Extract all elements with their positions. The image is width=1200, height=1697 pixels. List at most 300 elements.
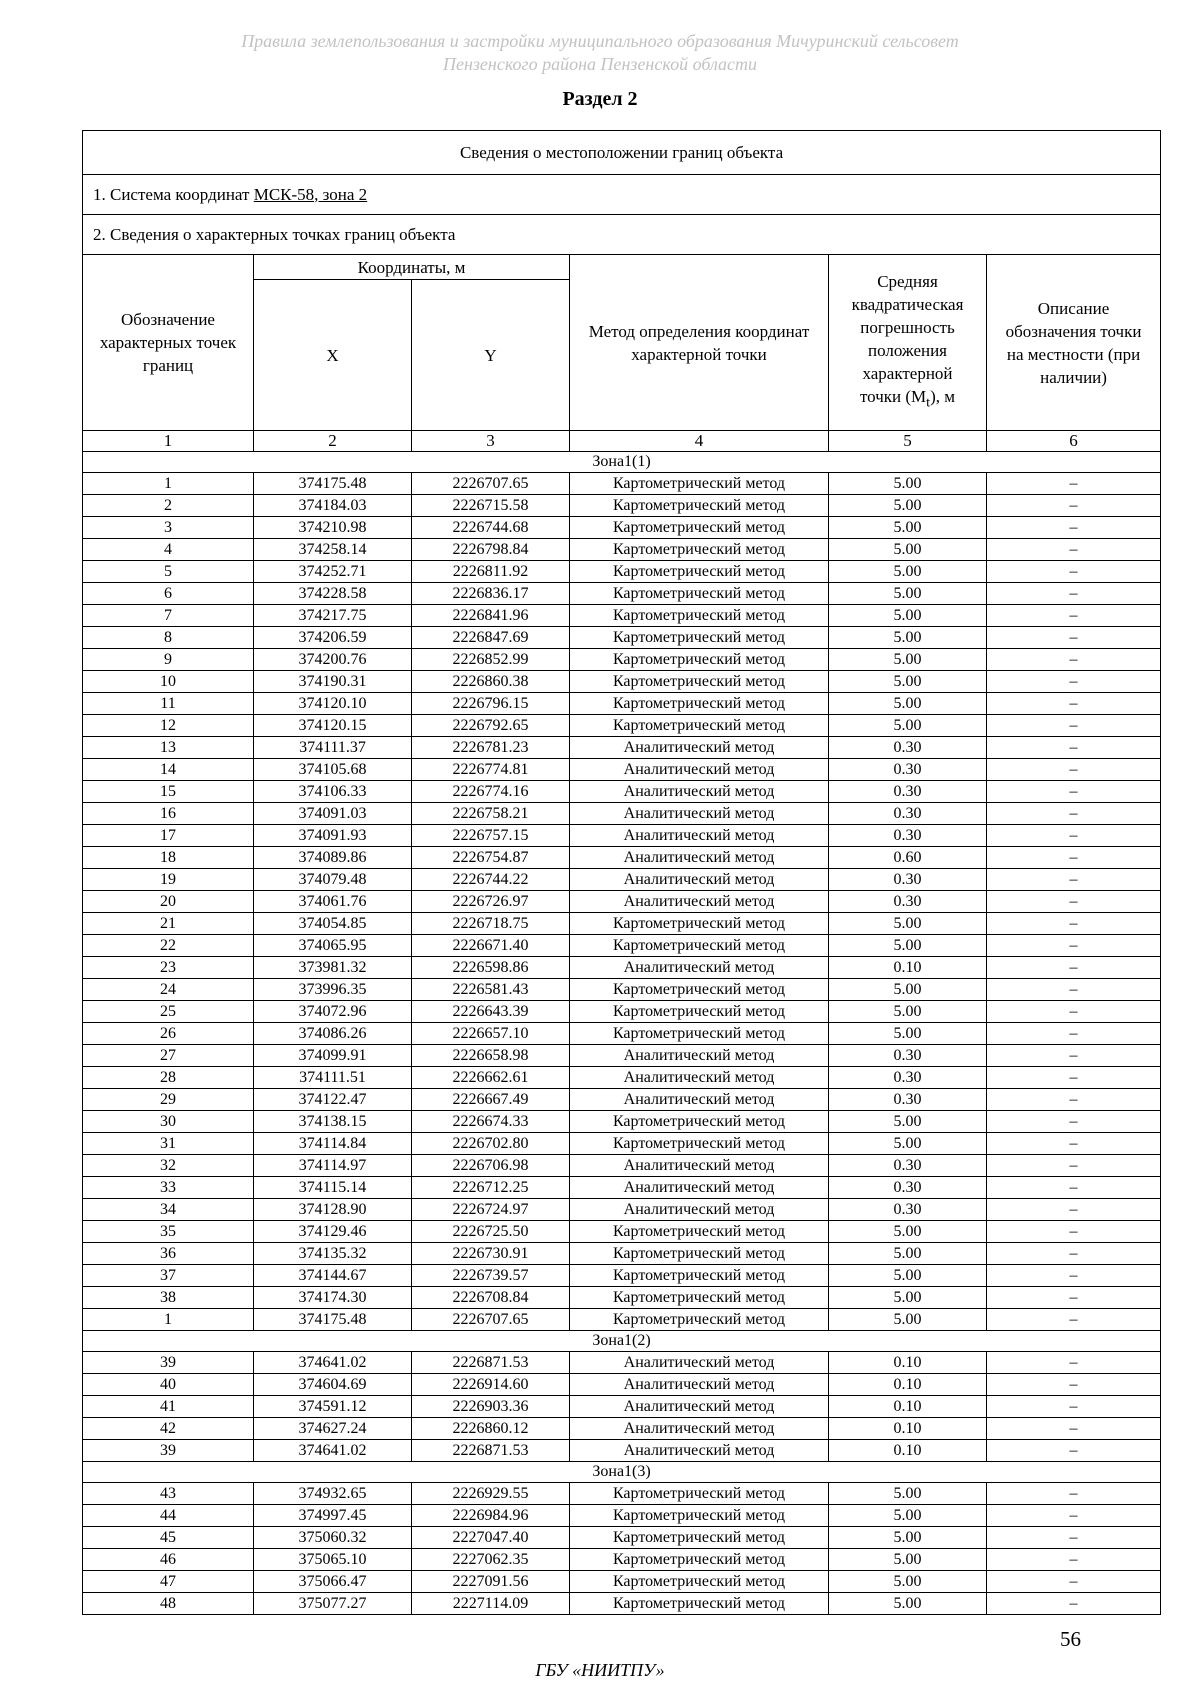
- point-method: Аналитический метод: [570, 1352, 829, 1374]
- table-row: [83, 1549, 1161, 1571]
- point-y: 2226707.65: [412, 1309, 570, 1331]
- section-title: Раздел 2: [562, 88, 638, 110]
- point-method: Аналитический метод: [570, 803, 829, 825]
- point-error: 5.00: [829, 671, 987, 693]
- table-row: [83, 1199, 1161, 1221]
- point-error: 0.10: [829, 1418, 987, 1440]
- coordinate-system-value: МСК-58, зона 2: [253, 184, 368, 204]
- point-description: –: [987, 495, 1161, 517]
- point-description: –: [987, 1133, 1161, 1155]
- point-method: Картометрический метод: [570, 1265, 829, 1287]
- point-description: –: [987, 825, 1161, 847]
- table-row: [83, 891, 1161, 913]
- point-x: 374111.51: [254, 1067, 412, 1089]
- table-row: [83, 1374, 1161, 1396]
- point-error: 5.00: [829, 517, 987, 539]
- point-method: Картометрический метод: [570, 1287, 829, 1309]
- point-id: 4: [83, 539, 254, 561]
- zone-name: Зона1(2): [83, 1331, 1161, 1352]
- point-error: 0.10: [829, 1440, 987, 1462]
- point-x: 374997.45: [254, 1505, 412, 1527]
- point-y: 2226860.38: [412, 671, 570, 693]
- point-description: –: [987, 847, 1161, 869]
- point-description: –: [987, 1505, 1161, 1527]
- point-error: 0.10: [829, 957, 987, 979]
- table-row: [83, 1023, 1161, 1045]
- coordinate-system-row: [83, 175, 1161, 215]
- point-y: 2226598.86: [412, 957, 570, 979]
- point-error: 5.00: [829, 1593, 987, 1615]
- point-method: Аналитический метод: [570, 1374, 829, 1396]
- point-method: Картометрический метод: [570, 561, 829, 583]
- point-x: 374114.84: [254, 1133, 412, 1155]
- column-number: 3: [412, 431, 570, 452]
- point-error: 5.00: [829, 1483, 987, 1505]
- point-id: 16: [83, 803, 254, 825]
- point-x: 374086.26: [254, 1023, 412, 1045]
- point-x: 374072.96: [254, 1001, 412, 1023]
- point-x: 374604.69: [254, 1374, 412, 1396]
- point-description: –: [987, 1199, 1161, 1221]
- point-method: Аналитический метод: [570, 1155, 829, 1177]
- table-row: [83, 1505, 1161, 1527]
- point-id: 21: [83, 913, 254, 935]
- point-id: 7: [83, 605, 254, 627]
- point-error: 5.00: [829, 913, 987, 935]
- point-description: –: [987, 1352, 1161, 1374]
- table-row: [83, 627, 1161, 649]
- point-description: –: [987, 1440, 1161, 1462]
- point-description: –: [987, 1001, 1161, 1023]
- point-description: –: [987, 759, 1161, 781]
- point-y: 2226730.91: [412, 1243, 570, 1265]
- point-description: –: [987, 891, 1161, 913]
- point-y: 2227091.56: [412, 1571, 570, 1593]
- point-error: 5.00: [829, 605, 987, 627]
- table-row: [83, 913, 1161, 935]
- point-method: Картометрический метод: [570, 715, 829, 737]
- point-id: 23: [83, 957, 254, 979]
- point-id: 14: [83, 759, 254, 781]
- point-error: 5.00: [829, 1309, 987, 1331]
- point-description: –: [987, 1111, 1161, 1133]
- point-method: Картометрический метод: [570, 1133, 829, 1155]
- table-row: [83, 803, 1161, 825]
- point-y: 2226841.96: [412, 605, 570, 627]
- point-id: 44: [83, 1505, 254, 1527]
- points-heading: 2. Сведения о характерных точках границ объекта: [83, 215, 1161, 255]
- table-row: [83, 649, 1161, 671]
- boundary-points-table: [82, 130, 1161, 1615]
- point-description: –: [987, 869, 1161, 891]
- point-y: 2226758.21: [412, 803, 570, 825]
- table-row: [83, 869, 1161, 891]
- point-y: 2226847.69: [412, 627, 570, 649]
- point-y: 2226984.96: [412, 1505, 570, 1527]
- point-x: 374252.71: [254, 561, 412, 583]
- table-row: [83, 1287, 1161, 1309]
- point-id: 17: [83, 825, 254, 847]
- point-method: Картометрический метод: [570, 1309, 829, 1331]
- point-description: –: [987, 539, 1161, 561]
- header-x: X: [254, 280, 412, 431]
- point-error: 0.30: [829, 1089, 987, 1111]
- point-error: 5.00: [829, 473, 987, 495]
- point-y: 2226715.58: [412, 495, 570, 517]
- point-description: –: [987, 693, 1161, 715]
- point-description: –: [987, 1177, 1161, 1199]
- table-row: [83, 1265, 1161, 1287]
- point-method: Аналитический метод: [570, 1177, 829, 1199]
- header-coordinates: Координаты, м: [254, 255, 570, 280]
- point-error: 5.00: [829, 1571, 987, 1593]
- header-error-sub: t: [926, 394, 931, 411]
- point-method: Картометрический метод: [570, 913, 829, 935]
- point-method: Аналитический метод: [570, 1396, 829, 1418]
- point-id: 6: [83, 583, 254, 605]
- point-description: –: [987, 979, 1161, 1001]
- point-y: 2226744.68: [412, 517, 570, 539]
- point-description: –: [987, 583, 1161, 605]
- table-row: [83, 1352, 1161, 1374]
- point-id: 29: [83, 1089, 254, 1111]
- point-x: 374174.30: [254, 1287, 412, 1309]
- point-id: 2: [83, 495, 254, 517]
- point-error: 5.00: [829, 1549, 987, 1571]
- table-row: [83, 847, 1161, 869]
- header-description: Описание обозначения точки на местности (при наличии): [987, 255, 1161, 431]
- point-y: 2226708.84: [412, 1287, 570, 1309]
- point-x: 374122.47: [254, 1089, 412, 1111]
- point-description: –: [987, 1045, 1161, 1067]
- point-method: Картометрический метод: [570, 649, 829, 671]
- point-error: 5.00: [829, 1111, 987, 1133]
- point-id: 42: [83, 1418, 254, 1440]
- point-error: 0.10: [829, 1352, 987, 1374]
- point-description: –: [987, 1571, 1161, 1593]
- point-method: Картометрический метод: [570, 1549, 829, 1571]
- point-description: –: [987, 1023, 1161, 1045]
- point-id: 1: [83, 473, 254, 495]
- point-y: 2227047.40: [412, 1527, 570, 1549]
- table-row: [83, 1045, 1161, 1067]
- point-id: 27: [83, 1045, 254, 1067]
- point-error: 0.30: [829, 1155, 987, 1177]
- point-method: Картометрический метод: [570, 671, 829, 693]
- point-x: 374128.90: [254, 1199, 412, 1221]
- point-method: Картометрический метод: [570, 605, 829, 627]
- point-method: Аналитический метод: [570, 957, 829, 979]
- zone-name: Зона1(1): [83, 452, 1161, 473]
- table-row: [83, 1155, 1161, 1177]
- point-method: Картометрический метод: [570, 517, 829, 539]
- point-x: 375065.10: [254, 1549, 412, 1571]
- point-error: 0.30: [829, 781, 987, 803]
- point-x: 374091.03: [254, 803, 412, 825]
- point-y: 2226581.43: [412, 979, 570, 1001]
- column-number: 2: [254, 431, 412, 452]
- point-id: 26: [83, 1023, 254, 1045]
- point-x: 373996.35: [254, 979, 412, 1001]
- running-header-line-1: Правила землепользования и застройки муниципального образования Мичуринский сельсовет: [241, 31, 959, 51]
- point-id: 35: [83, 1221, 254, 1243]
- point-id: 30: [83, 1111, 254, 1133]
- table-row: [83, 605, 1161, 627]
- point-id: 13: [83, 737, 254, 759]
- point-description: –: [987, 1221, 1161, 1243]
- header-method: Метод определения координат характерной точки: [570, 255, 829, 431]
- point-id: 40: [83, 1374, 254, 1396]
- point-description: –: [987, 781, 1161, 803]
- column-number: 5: [829, 431, 987, 452]
- point-id: 1: [83, 1309, 254, 1331]
- point-y: 2226712.25: [412, 1177, 570, 1199]
- point-error: 5.00: [829, 561, 987, 583]
- table-row: [83, 693, 1161, 715]
- table-row: [83, 825, 1161, 847]
- point-id: 11: [83, 693, 254, 715]
- point-y: 2226914.60: [412, 1374, 570, 1396]
- point-method: Аналитический метод: [570, 891, 829, 913]
- point-error: 5.00: [829, 1001, 987, 1023]
- table-row: [83, 671, 1161, 693]
- point-x: 374258.14: [254, 539, 412, 561]
- point-id: 39: [83, 1440, 254, 1462]
- running-header-line-2: Пензенского района Пензенской области: [442, 54, 758, 74]
- point-description: –: [987, 671, 1161, 693]
- point-y: 2226781.23: [412, 737, 570, 759]
- point-x: 374591.12: [254, 1396, 412, 1418]
- point-y: 2226792.65: [412, 715, 570, 737]
- point-error: 5.00: [829, 627, 987, 649]
- point-error: 5.00: [829, 539, 987, 561]
- point-y: 2226671.40: [412, 935, 570, 957]
- point-error: 0.60: [829, 847, 987, 869]
- point-method: Картометрический метод: [570, 1571, 829, 1593]
- point-description: –: [987, 649, 1161, 671]
- point-description: –: [987, 1089, 1161, 1111]
- point-y: 2226860.12: [412, 1418, 570, 1440]
- table-row: [83, 1527, 1161, 1549]
- point-id: 33: [83, 1177, 254, 1199]
- point-x: 374641.02: [254, 1352, 412, 1374]
- zone-name: Зона1(3): [83, 1462, 1161, 1483]
- point-error: 5.00: [829, 693, 987, 715]
- table-row: [83, 561, 1161, 583]
- footer-organization: ГБУ «НИИТПУ»: [535, 1660, 665, 1680]
- point-description: –: [987, 935, 1161, 957]
- point-method: Аналитический метод: [570, 737, 829, 759]
- table-row: [83, 1111, 1161, 1133]
- point-id: 45: [83, 1527, 254, 1549]
- table-row: [83, 1243, 1161, 1265]
- point-id: 31: [83, 1133, 254, 1155]
- table-row: [83, 473, 1161, 495]
- table-row: [83, 1593, 1161, 1615]
- point-id: 34: [83, 1199, 254, 1221]
- point-error: 0.30: [829, 737, 987, 759]
- point-id: 25: [83, 1001, 254, 1023]
- point-x: 374099.91: [254, 1045, 412, 1067]
- table-row: [83, 957, 1161, 979]
- point-y: 2226836.17: [412, 583, 570, 605]
- point-description: –: [987, 1549, 1161, 1571]
- point-id: 20: [83, 891, 254, 913]
- point-y: 2226657.10: [412, 1023, 570, 1045]
- point-y: 2226662.61: [412, 1067, 570, 1089]
- point-description: –: [987, 1483, 1161, 1505]
- point-method: Аналитический метод: [570, 847, 829, 869]
- point-id: 3: [83, 517, 254, 539]
- point-error: 5.00: [829, 1265, 987, 1287]
- table-row: [83, 1483, 1161, 1505]
- point-error: 5.00: [829, 715, 987, 737]
- point-id: 24: [83, 979, 254, 1001]
- coordinate-system-label: 1. Система координат: [93, 184, 254, 204]
- point-id: 48: [83, 1593, 254, 1615]
- point-description: –: [987, 957, 1161, 979]
- point-x: 374114.97: [254, 1155, 412, 1177]
- point-description: –: [987, 605, 1161, 627]
- point-method: Картометрический метод: [570, 1243, 829, 1265]
- header-y: Y: [412, 280, 570, 431]
- point-description: –: [987, 561, 1161, 583]
- point-id: 22: [83, 935, 254, 957]
- table-row: [83, 539, 1161, 561]
- point-id: 38: [83, 1287, 254, 1309]
- point-error: 5.00: [829, 1133, 987, 1155]
- point-y: 2226871.53: [412, 1440, 570, 1462]
- point-method: Аналитический метод: [570, 759, 829, 781]
- point-x: 374079.48: [254, 869, 412, 891]
- header-error: [829, 255, 987, 431]
- point-x: 374200.76: [254, 649, 412, 671]
- column-number: 6: [987, 431, 1161, 452]
- point-error: 0.10: [829, 1396, 987, 1418]
- point-method: Аналитический метод: [570, 825, 829, 847]
- point-x: 374115.14: [254, 1177, 412, 1199]
- point-y: 2226725.50: [412, 1221, 570, 1243]
- point-id: 15: [83, 781, 254, 803]
- table-title: Сведения о местоположении границ объекта: [83, 131, 1161, 175]
- point-description: –: [987, 715, 1161, 737]
- point-x: 374190.31: [254, 671, 412, 693]
- point-method: Аналитический метод: [570, 1199, 829, 1221]
- point-id: 8: [83, 627, 254, 649]
- point-id: 18: [83, 847, 254, 869]
- zone-row: [83, 452, 1161, 473]
- point-error: 5.00: [829, 495, 987, 517]
- table-row: [83, 1309, 1161, 1331]
- point-x: 374089.86: [254, 847, 412, 869]
- point-id: 39: [83, 1352, 254, 1374]
- point-x: 374129.46: [254, 1221, 412, 1243]
- point-error: 5.00: [829, 1505, 987, 1527]
- point-x: 374065.95: [254, 935, 412, 957]
- point-description: –: [987, 517, 1161, 539]
- point-method: Картометрический метод: [570, 1111, 829, 1133]
- point-x: 374210.98: [254, 517, 412, 539]
- point-x: 374138.15: [254, 1111, 412, 1133]
- point-y: 2226774.81: [412, 759, 570, 781]
- point-y: 2226796.15: [412, 693, 570, 715]
- table-row: [83, 1089, 1161, 1111]
- table-row: [83, 715, 1161, 737]
- point-error: 0.30: [829, 1067, 987, 1089]
- point-y: 2226674.33: [412, 1111, 570, 1133]
- point-x: 374120.10: [254, 693, 412, 715]
- table-row: [83, 583, 1161, 605]
- point-error: 5.00: [829, 979, 987, 1001]
- point-description: –: [987, 1309, 1161, 1331]
- table-row: [83, 1396, 1161, 1418]
- table-row: [83, 1177, 1161, 1199]
- column-number: 1: [83, 431, 254, 452]
- point-id: 9: [83, 649, 254, 671]
- point-id: 12: [83, 715, 254, 737]
- point-error: 5.00: [829, 1287, 987, 1309]
- point-y: 2226718.75: [412, 913, 570, 935]
- point-y: 2227062.35: [412, 1549, 570, 1571]
- point-error: 5.00: [829, 583, 987, 605]
- point-method: Картометрический метод: [570, 583, 829, 605]
- point-method: Картометрический метод: [570, 627, 829, 649]
- table-row: [83, 979, 1161, 1001]
- point-error: 5.00: [829, 649, 987, 671]
- table-body: [83, 452, 1161, 1615]
- point-description: –: [987, 1265, 1161, 1287]
- table-row: [83, 737, 1161, 759]
- point-error: 0.30: [829, 1199, 987, 1221]
- point-x: 374217.75: [254, 605, 412, 627]
- point-id: 47: [83, 1571, 254, 1593]
- point-x: 374641.02: [254, 1440, 412, 1462]
- point-method: Картометрический метод: [570, 1527, 829, 1549]
- table-row: [83, 781, 1161, 803]
- point-method: Аналитический метод: [570, 1045, 829, 1067]
- point-method: Аналитический метод: [570, 1440, 829, 1462]
- point-x: 374061.76: [254, 891, 412, 913]
- point-id: 37: [83, 1265, 254, 1287]
- point-x: 374106.33: [254, 781, 412, 803]
- point-error: 0.30: [829, 825, 987, 847]
- point-method: Картометрический метод: [570, 539, 829, 561]
- point-y: 2226871.53: [412, 1352, 570, 1374]
- table-row: [83, 935, 1161, 957]
- point-y: 2227114.09: [412, 1593, 570, 1615]
- point-error: 0.30: [829, 759, 987, 781]
- point-description: –: [987, 803, 1161, 825]
- point-id: 32: [83, 1155, 254, 1177]
- point-x: 374228.58: [254, 583, 412, 605]
- point-description: –: [987, 1593, 1161, 1615]
- point-y: 2226811.92: [412, 561, 570, 583]
- point-x: 374175.48: [254, 1309, 412, 1331]
- point-id: 46: [83, 1549, 254, 1571]
- point-description: –: [987, 473, 1161, 495]
- zone-row: [83, 1331, 1161, 1352]
- page-number: 56: [1060, 1627, 1081, 1651]
- point-description: –: [987, 1067, 1161, 1089]
- point-x: 374175.48: [254, 473, 412, 495]
- point-y: 2226757.15: [412, 825, 570, 847]
- point-description: –: [987, 1374, 1161, 1396]
- point-id: 10: [83, 671, 254, 693]
- point-y: 2226744.22: [412, 869, 570, 891]
- point-error: 0.30: [829, 1177, 987, 1199]
- point-method: Картометрический метод: [570, 693, 829, 715]
- point-description: –: [987, 627, 1161, 649]
